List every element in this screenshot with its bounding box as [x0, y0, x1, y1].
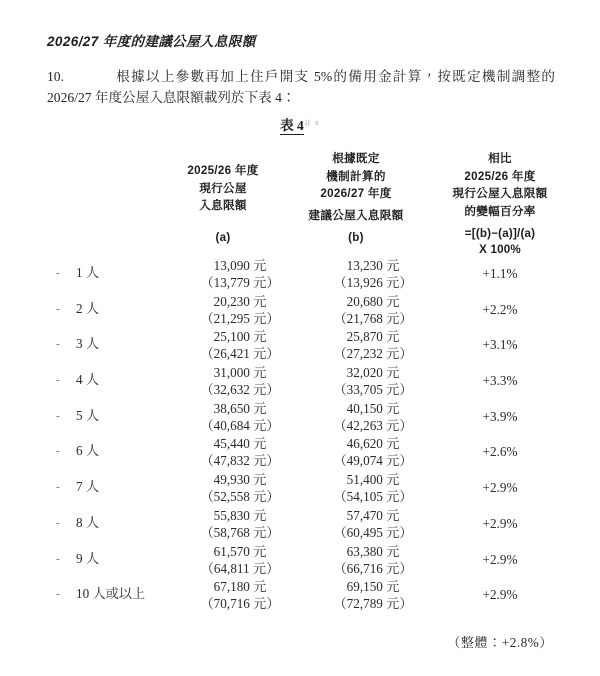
current-limit-main: 45,440 元 — [213, 436, 267, 452]
proposed-limit-main: 20,680 元 — [346, 293, 400, 309]
household-size-text: 6 人 — [76, 443, 100, 459]
current-limit-paren: （70,716 元） — [200, 596, 280, 612]
col-a-line-1: 2025/26 年度 — [187, 164, 259, 177]
percentage-change-value: +2.9% — [482, 551, 518, 567]
paragraph-10 — [47, 66, 555, 108]
current-limit-main: 55,830 元 — [213, 507, 267, 523]
paragraph-text: 根據以上參數再加上住戶開支 5%的備用金計算，按既定機制調整的 2026/27 年度公屋入息限額載列於下表 4： — [47, 69, 555, 105]
table-caption-footnote-marker: 註 8 — [304, 120, 320, 127]
proposed-limit-main: 69,150 元 — [346, 579, 400, 595]
column-c-formula — [412, 226, 588, 258]
household-size-text: 1 人 — [76, 265, 100, 280]
table-header-row — [0, 146, 600, 254]
column-sublabel-b: (b) — [348, 231, 364, 244]
current-limit-paren: （13,779 元） — [200, 275, 280, 290]
current-limit-paren: （52,558 元） — [200, 489, 280, 505]
bullet-dash-icon: - — [56, 516, 60, 529]
percentage-change-value: +2.9% — [482, 587, 518, 603]
current-limit-paren: （40,684 元） — [200, 417, 280, 433]
current-limit-paren: （47,832 元） — [200, 453, 280, 469]
percentage-change-value: +1.1% — [482, 266, 518, 281]
household-size-text: 7 人 — [76, 479, 100, 495]
table-row — [0, 292, 600, 328]
proposed-limit-main: 63,380 元 — [346, 543, 400, 559]
proposed-limit-paren: （42,263 元） — [333, 417, 413, 433]
col-c-line-1: 相比 — [488, 152, 512, 165]
bullet-dash-icon: - — [56, 445, 60, 458]
col-b-line-4: 建議公屋入息限額 — [308, 208, 404, 222]
current-limit-paren: （26,421 元） — [200, 346, 280, 362]
table-row — [0, 327, 600, 363]
household-size-text: 10 人或以上 — [76, 586, 146, 602]
household-size-text: 5 人 — [76, 407, 100, 423]
proposed-limit-main: 32,020 元 — [346, 365, 400, 381]
current-limit-main: 20,230 元 — [213, 293, 267, 309]
household-size-text: 4 人 — [76, 372, 100, 388]
table-body — [0, 256, 600, 613]
proposed-limit-main: 40,150 元 — [346, 400, 400, 416]
percentage-change-value: +3.9% — [482, 408, 518, 424]
formula-line-1: =[(b)−(a)]/(a) — [464, 227, 536, 240]
table-row — [0, 506, 600, 542]
proposed-limit-paren: （27,232 元） — [333, 346, 413, 362]
current-limit-main: 13,090 元 — [213, 258, 267, 273]
percentage-change-value: +2.6% — [482, 444, 518, 460]
column-sublabel-a: (a) — [215, 231, 231, 244]
table-caption — [0, 114, 600, 134]
household-size-text: 8 人 — [76, 514, 100, 530]
percentage-change-value: +2.9% — [482, 515, 518, 531]
column-header-current-limit — [157, 162, 289, 215]
col-b-line-2: 機制計算的 — [326, 169, 386, 183]
bullet-dash-icon: - — [56, 552, 60, 565]
income-limits-table — [0, 146, 600, 612]
col-b-spacer — [290, 203, 422, 207]
col-a-line-2: 現行公屋 — [199, 181, 247, 195]
column-header-proposed-limit — [290, 150, 422, 224]
bullet-dash-icon: - — [56, 338, 60, 351]
bullet-dash-icon: - — [56, 267, 60, 279]
proposed-limit-paren: （33,705 元） — [333, 382, 413, 398]
current-limit-paren: （21,295 元） — [200, 310, 280, 326]
proposed-limit-paren: （72,789 元） — [333, 596, 413, 612]
col-c-line-2: 2025/26 年度 — [464, 169, 536, 183]
current-limit-paren: （58,768 元） — [200, 524, 280, 540]
current-limit-main: 31,000 元 — [213, 365, 267, 381]
bullet-dash-icon: - — [56, 374, 60, 387]
table-row — [0, 470, 600, 506]
proposed-limit-main: 46,620 元 — [346, 436, 400, 452]
bullet-dash-icon: - — [56, 481, 60, 494]
overall-change-note: （整體：+2.8%） — [447, 635, 553, 650]
col-c-line-4: 的變幅百分率 — [464, 204, 536, 218]
current-limit-main: 67,180 元 — [213, 579, 267, 595]
section-title: 2026/27 年度的建議公屋入息限額 — [47, 34, 256, 49]
current-limit-paren: （32,632 元） — [200, 382, 280, 398]
bullet-dash-icon: - — [56, 409, 60, 422]
col-b-line-1: 根據既定 — [332, 152, 380, 165]
proposed-limit-paren: （49,074 元） — [333, 453, 413, 469]
table-row — [0, 256, 600, 292]
proposed-limit-main: 13,230 元 — [346, 258, 400, 273]
table-caption-label: 表 4 — [280, 118, 304, 133]
current-limit-main: 49,930 元 — [213, 472, 267, 488]
current-limit-main: 38,650 元 — [213, 400, 267, 416]
current-limit-main: 25,100 元 — [213, 329, 267, 345]
current-limit-main: 61,570 元 — [213, 543, 267, 559]
percentage-change-value: +2.9% — [482, 480, 518, 496]
paragraph-number: 10. — [47, 69, 64, 84]
col-a-line-3: 入息限額 — [199, 199, 247, 212]
table-row — [0, 399, 600, 435]
proposed-limit-paren: （21,768 元） — [333, 310, 413, 326]
proposed-limit-paren: （66,716 元） — [333, 560, 413, 576]
household-size-text: 3 人 — [76, 336, 100, 352]
percentage-change-value: +2.2% — [482, 301, 518, 317]
formula-line-2: X 100% — [479, 243, 521, 256]
percentage-change-value: +3.1% — [482, 337, 518, 353]
proposed-limit-main: 25,870 元 — [346, 329, 400, 345]
household-size-text: 9 人 — [76, 550, 100, 566]
bullet-dash-icon: - — [56, 588, 60, 601]
col-c-line-3: 現行公屋入息限額 — [452, 187, 548, 200]
proposed-limit-main: 51,400 元 — [346, 472, 400, 488]
table-row — [0, 363, 600, 399]
col-b-line-3: 2026/27 年度 — [320, 187, 392, 200]
proposed-limit-paren: （60,495 元） — [333, 524, 413, 540]
column-header-percentage-change — [412, 150, 588, 220]
bullet-dash-icon: - — [56, 302, 60, 315]
current-limit-paren: （64,811 元） — [200, 560, 280, 576]
household-size-text: 2 人 — [76, 300, 100, 316]
table-row — [0, 577, 600, 613]
table-row — [0, 434, 600, 470]
proposed-limit-paren: （54,105 元） — [333, 489, 413, 505]
table-row — [0, 542, 600, 578]
percentage-change-value: +3.3% — [482, 373, 518, 389]
proposed-limit-main: 57,470 元 — [346, 507, 400, 523]
proposed-limit-paren: （13,926 元） — [333, 275, 413, 290]
